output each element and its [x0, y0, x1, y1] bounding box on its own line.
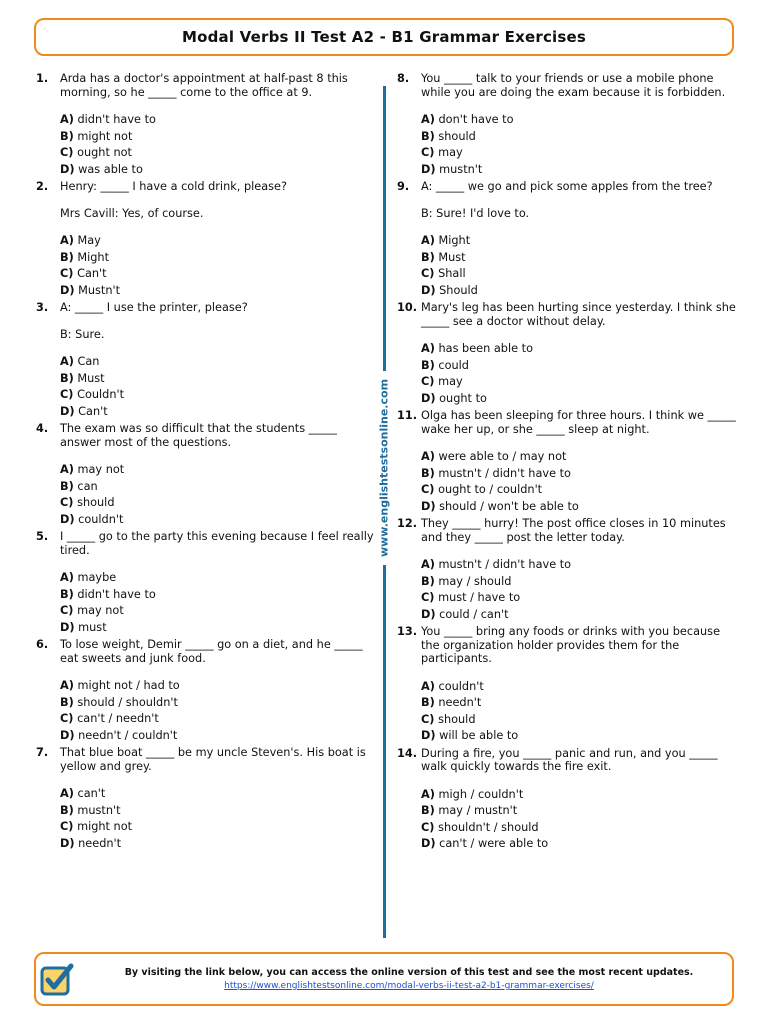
option-text: can	[77, 479, 98, 493]
answer-option[interactable]	[60, 495, 378, 512]
option-letter: B)	[421, 696, 435, 709]
answer-option[interactable]	[60, 162, 378, 179]
answer-option[interactable]	[60, 711, 378, 728]
option-letter: D)	[421, 162, 436, 176]
question-item	[36, 746, 378, 852]
answer-option[interactable]	[421, 590, 737, 607]
question-item	[36, 72, 378, 178]
option-text: must	[78, 620, 107, 634]
option-text: Might	[438, 234, 471, 247]
option-letter: C)	[421, 591, 435, 604]
answer-option[interactable]	[421, 266, 737, 283]
option-letter: C)	[421, 146, 435, 159]
answer-options	[421, 341, 737, 407]
option-text: shouldn't / should	[438, 820, 539, 834]
option-letter: A)	[421, 234, 435, 247]
answer-options	[421, 233, 737, 299]
answer-option[interactable]	[60, 695, 378, 712]
option-text: needn't / couldn't	[78, 728, 178, 742]
option-text: should	[438, 712, 476, 726]
answer-option[interactable]	[60, 836, 378, 853]
option-letter: D)	[421, 729, 436, 742]
question-text: During a fire, you _____ panic and run, and you _____ walk quickly towards the fire exit.	[421, 746, 718, 773]
answer-option[interactable]	[60, 620, 378, 637]
answer-option[interactable]	[60, 354, 378, 371]
option-text: Mustn't	[78, 283, 121, 297]
option-letter: B)	[60, 129, 74, 143]
option-letter: A)	[421, 679, 435, 693]
option-letter: C)	[60, 496, 74, 509]
answer-option[interactable]	[60, 233, 378, 250]
answer-option[interactable]	[421, 482, 737, 499]
option-letter: B)	[60, 371, 74, 385]
option-text: may not	[77, 604, 124, 617]
option-text: didn't have to	[77, 587, 156, 601]
option-letter: D)	[60, 836, 75, 850]
answer-options	[60, 570, 378, 636]
question-item	[36, 530, 378, 636]
answer-option[interactable]	[421, 574, 737, 591]
question-item	[36, 180, 378, 299]
option-text: Might	[77, 250, 110, 264]
option-text: Couldn't	[77, 388, 125, 401]
answer-option[interactable]	[421, 712, 737, 729]
answer-option[interactable]	[60, 728, 378, 745]
answer-option[interactable]	[60, 266, 378, 283]
option-text: maybe	[77, 571, 117, 584]
answer-option[interactable]	[60, 145, 378, 162]
option-letter: D)	[421, 499, 436, 513]
question-number: 1.	[36, 72, 49, 85]
answer-option[interactable]	[421, 557, 737, 574]
option-letter: C)	[60, 267, 74, 280]
answer-options	[60, 233, 378, 299]
option-text: can't / were able to	[439, 837, 549, 850]
question-text: To lose weight, Demir _____ go on a diet, and he _____ eat sweets and junk food.	[60, 638, 363, 665]
question-number: 5.	[36, 530, 49, 543]
answer-option[interactable]	[421, 679, 737, 696]
answer-option[interactable]	[421, 728, 737, 745]
question-text: Arda has a doctor's appointment at half-past 8 this morning, so he _____ come to the office at 9.	[60, 72, 348, 99]
option-text: can't / needn't	[77, 712, 159, 725]
option-letter: A)	[421, 558, 435, 571]
option-text: mustn't	[77, 803, 121, 817]
answer-options	[421, 449, 737, 515]
option-text: should / won't be able to	[439, 499, 579, 513]
option-text: ought not	[77, 146, 132, 159]
option-text: couldn't	[438, 679, 484, 693]
option-letter: D)	[421, 283, 436, 297]
question-item	[397, 72, 737, 178]
question-item	[397, 301, 737, 407]
question-item	[36, 638, 378, 744]
answer-option[interactable]	[60, 587, 378, 604]
option-letter: D)	[421, 837, 436, 850]
answer-option[interactable]	[60, 786, 378, 803]
option-text: could	[438, 358, 469, 372]
answer-options	[421, 787, 737, 853]
option-text: may	[438, 375, 463, 388]
option-letter: C)	[60, 712, 74, 725]
option-letter: A)	[421, 450, 435, 463]
option-text: mustn't / didn't have to	[438, 466, 571, 480]
answer-option[interactable]	[421, 499, 737, 516]
answer-option[interactable]	[60, 570, 378, 587]
option-text: migh / couldn't	[438, 787, 524, 801]
option-letter: B)	[60, 695, 74, 709]
question-number: 13.	[397, 625, 418, 638]
answer-option[interactable]	[421, 112, 737, 129]
left-column	[36, 72, 378, 852]
option-letter: D)	[60, 620, 75, 634]
option-letter: B)	[60, 479, 74, 493]
answer-option[interactable]	[60, 479, 378, 496]
answer-option[interactable]	[60, 819, 378, 836]
question-number: 6.	[36, 638, 49, 651]
question-number: 9.	[397, 180, 410, 193]
answer-options	[421, 557, 737, 623]
question-dialogue-line: Mrs Cavill: Yes, of course.	[60, 206, 204, 220]
option-text: might not / had to	[77, 679, 180, 692]
option-text: Can't	[77, 267, 107, 280]
question-number: 4.	[36, 422, 49, 435]
answer-option[interactable]	[421, 787, 737, 804]
question-number: 14.	[397, 746, 418, 760]
option-text: may	[438, 146, 463, 159]
answer-option[interactable]	[60, 462, 378, 479]
question-text: Olga has been sleeping for three hours. I think we _____ wake her up, or she _____ sleep at night.	[421, 409, 736, 436]
answer-options	[60, 354, 378, 420]
option-text: Should	[439, 283, 478, 297]
option-text: Can't	[78, 404, 108, 418]
question-text: Mary's leg has been hurting since yesterday. I think she _____ see a doctor without delay.	[421, 301, 736, 328]
option-letter: A)	[421, 787, 435, 801]
option-text: don't have to	[438, 113, 514, 126]
option-letter: B)	[421, 129, 435, 143]
question-text: You _____ bring any foods or drinks with you because the organization holder provides them for the participants.	[421, 625, 721, 665]
question-item	[36, 422, 378, 528]
option-letter: B)	[421, 466, 435, 480]
option-letter: A)	[421, 342, 435, 355]
answer-option[interactable]	[60, 803, 378, 820]
answer-options	[60, 786, 378, 852]
option-letter: A)	[60, 571, 74, 584]
option-letter: A)	[60, 787, 74, 800]
option-letter: C)	[60, 604, 74, 617]
option-letter: B)	[60, 587, 74, 601]
answer-option[interactable]	[421, 233, 737, 250]
option-letter: C)	[421, 712, 435, 726]
answer-options	[60, 678, 378, 744]
option-letter: C)	[421, 820, 435, 834]
question-text: I _____ go to the party this evening because I feel really tired.	[60, 530, 374, 557]
option-letter: C)	[421, 375, 435, 388]
question-dialogue-line: B: Sure.	[60, 327, 105, 341]
option-text: mustn't	[439, 162, 483, 176]
question-text: That blue boat _____ be my uncle Steven's. His boat is yellow and grey.	[60, 746, 366, 773]
question-text: Henry: _____ I have a cold drink, please?	[60, 180, 287, 193]
option-text: mustn't / didn't have to	[438, 558, 572, 571]
answer-option[interactable]	[421, 162, 737, 179]
option-letter: C)	[421, 483, 435, 496]
question-text: The exam was so difficult that the students _____ answer most of the questions.	[60, 422, 337, 449]
question-item	[397, 517, 737, 623]
option-letter: B)	[421, 358, 435, 372]
option-letter: A)	[60, 355, 74, 368]
answer-option[interactable]	[60, 603, 378, 620]
option-text: may / should	[438, 574, 512, 588]
option-letter: B)	[60, 803, 74, 817]
question-number: 3.	[36, 301, 49, 314]
question-text: A: _____ we go and pick some apples from the tree?	[421, 180, 713, 193]
option-text: must / have to	[438, 591, 521, 604]
option-letter: B)	[60, 250, 74, 264]
option-letter: B)	[421, 804, 435, 817]
answer-option[interactable]	[60, 387, 378, 404]
option-text: might not	[77, 820, 133, 833]
answer-option[interactable]	[421, 695, 737, 712]
answer-option[interactable]	[60, 250, 378, 267]
option-text: was able to	[78, 162, 143, 176]
option-letter: B)	[421, 574, 435, 588]
question-number: 10.	[397, 301, 418, 314]
option-text: ought to / couldn't	[438, 483, 543, 496]
option-text: couldn't	[78, 512, 124, 526]
question-number: 2.	[36, 180, 49, 193]
option-text: were able to / may not	[438, 450, 567, 463]
option-letter: D)	[60, 512, 75, 526]
question-number: 12.	[397, 517, 418, 530]
answer-option[interactable]	[421, 374, 737, 391]
option-letter: A)	[60, 113, 74, 126]
option-text: ought to	[439, 391, 487, 405]
option-letter: A)	[60, 463, 74, 476]
question-dialogue-line: B: Sure! I'd love to.	[421, 206, 530, 220]
option-text: should / shouldn't	[77, 695, 178, 709]
answer-option[interactable]	[421, 145, 737, 162]
option-letter: A)	[60, 234, 74, 247]
option-letter: B)	[421, 250, 435, 264]
option-text: Can	[77, 355, 100, 368]
option-text: Shall	[438, 267, 466, 280]
answer-option[interactable]	[60, 371, 378, 388]
option-letter: D)	[60, 728, 75, 742]
question-item	[397, 747, 737, 853]
option-letter: A)	[60, 679, 74, 692]
answer-option[interactable]	[60, 112, 378, 129]
option-letter: D)	[60, 283, 75, 297]
question-number: 7.	[36, 746, 49, 759]
question-text: A: _____ I use the printer, please?	[60, 301, 248, 314]
option-text: might not	[77, 129, 133, 143]
option-text: Must	[77, 371, 105, 385]
option-letter: D)	[421, 607, 436, 621]
option-text: should	[77, 496, 115, 509]
question-number: 11.	[397, 409, 418, 422]
question-item	[397, 409, 737, 515]
answer-options	[421, 112, 737, 178]
option-text: has been able to	[438, 342, 533, 355]
question-text: You _____ talk to your friends or use a mobile phone while you are doing the exam because it is forbidden.	[421, 72, 726, 99]
question-number: 8.	[397, 72, 410, 85]
answer-option[interactable]	[421, 341, 737, 358]
answer-option[interactable]	[421, 283, 737, 300]
footer-text	[96, 966, 722, 993]
test-link[interactable]: https://www.englishtestsonline.com/modal-verbs-ii-test-a2-b1-grammar-exercises/	[224, 981, 594, 991]
title-banner	[34, 18, 734, 56]
option-text: didn't have to	[77, 113, 156, 126]
answer-option[interactable]	[421, 449, 737, 466]
option-text: can't	[77, 787, 106, 800]
answer-option[interactable]	[421, 820, 737, 837]
site-watermark: www.englishtestsonline.com	[378, 371, 391, 565]
answer-option[interactable]	[60, 283, 378, 300]
option-text: needn't	[78, 836, 122, 850]
option-letter: D)	[421, 391, 436, 405]
checkbox-check-icon	[40, 962, 74, 996]
option-letter: C)	[60, 820, 74, 833]
answer-option[interactable]	[421, 803, 737, 820]
option-letter: D)	[60, 162, 75, 176]
answer-option[interactable]	[421, 250, 737, 267]
option-letter: C)	[60, 146, 74, 159]
answer-option[interactable]	[421, 466, 737, 483]
right-column	[397, 72, 737, 853]
question-text: They _____ hurry! The post office closes in 10 minutes and they _____ post the letter today.	[421, 517, 726, 544]
option-text: should	[438, 129, 476, 143]
option-text: could / can't	[439, 607, 509, 621]
answer-options	[421, 679, 737, 745]
option-text: may / mustn't	[438, 804, 518, 817]
page-title: Modal Verbs II Test A2 - B1 Grammar Exercises	[181, 28, 587, 46]
option-text: will be able to	[439, 729, 519, 742]
question-item	[36, 301, 378, 420]
option-letter: D)	[60, 404, 75, 418]
answer-option[interactable]	[421, 836, 737, 853]
option-text: needn't	[438, 696, 482, 709]
answer-option[interactable]	[60, 512, 378, 529]
option-letter: C)	[421, 267, 435, 280]
answer-options	[60, 462, 378, 528]
option-text: Must	[438, 250, 466, 264]
footer-banner	[34, 952, 734, 1006]
answer-option[interactable]	[421, 358, 737, 375]
option-letter: A)	[421, 113, 435, 126]
answer-option[interactable]	[60, 678, 378, 695]
answer-option[interactable]	[60, 129, 378, 146]
option-text: May	[77, 234, 101, 247]
answer-option[interactable]	[421, 129, 737, 146]
answer-option[interactable]	[421, 607, 737, 624]
answer-option[interactable]	[421, 391, 737, 408]
question-item	[397, 180, 737, 299]
question-item	[397, 625, 737, 745]
option-text: may not	[77, 463, 125, 476]
option-letter: C)	[60, 388, 74, 401]
footer-message: By visiting the link below, you can access the online version of this test and see the most recent updates.	[124, 967, 694, 978]
answer-options	[60, 112, 378, 178]
answer-option[interactable]	[60, 404, 378, 421]
